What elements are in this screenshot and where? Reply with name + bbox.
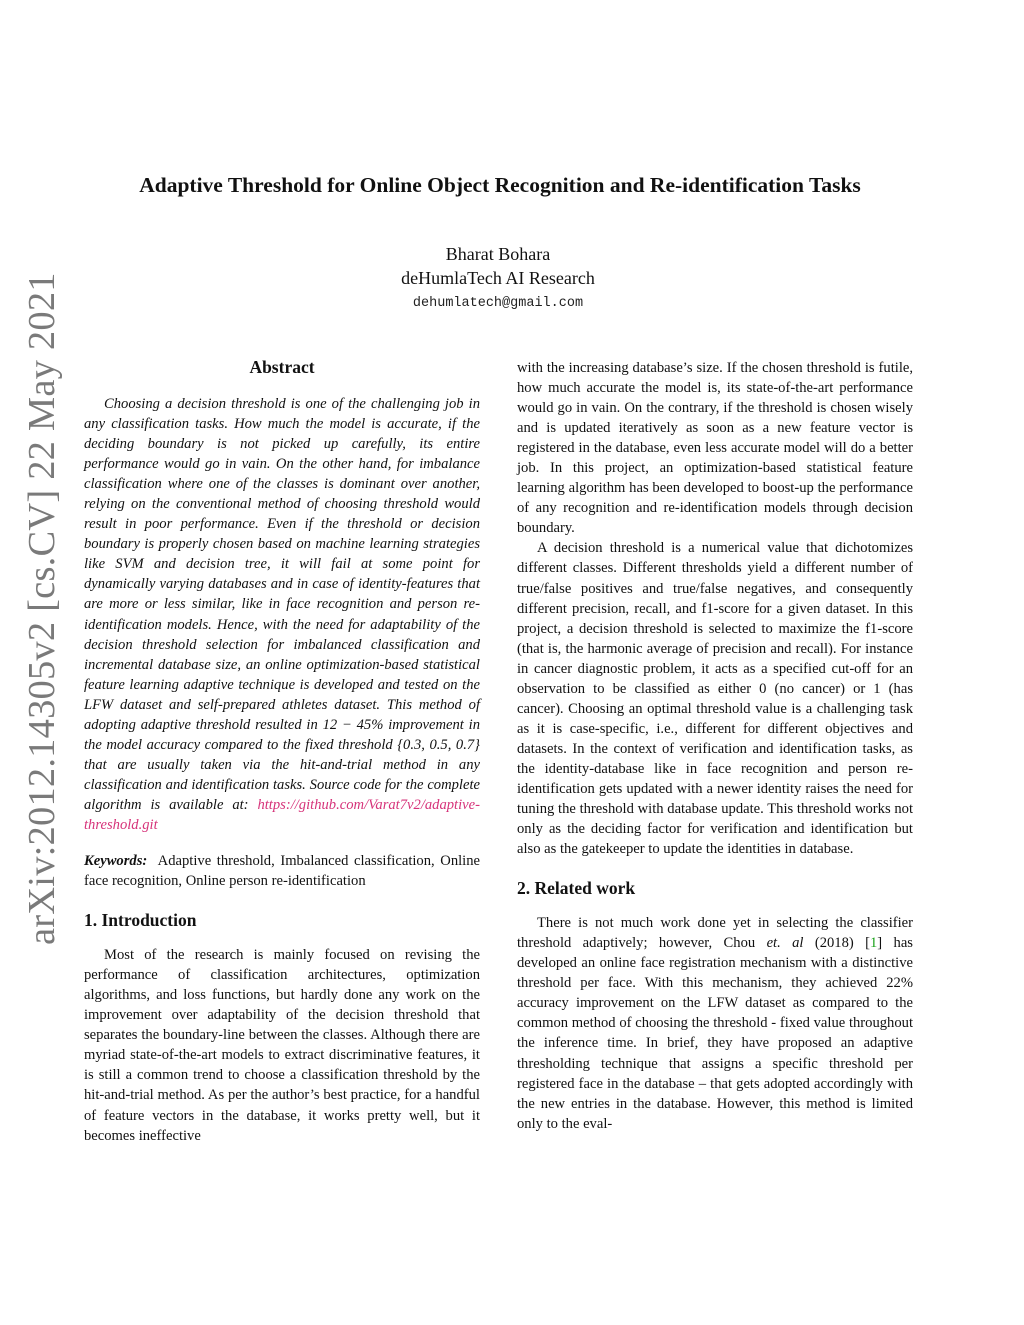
related-work-heading: 2. Related work [517, 878, 636, 899]
abstract-heading: Abstract [249, 357, 315, 377]
author-name: Bharat Bohara [445, 244, 551, 264]
introduction-paragraph-1-continued: with the increasing database’s size. If the chosen threshold is futile, how much accurate the model is, its state-of-the-art performance would go in vain. On the contrary, if the threshold is chosen wisely and is updated iteratively as soon as a new feature vector is registered in the database, even less accurate model will do a better job. In this project, an optimization-based statistical feature learning algorithm has been developed to boost-up the performance of any recognition and re-identification models through decision boundary. [517, 360, 913, 537]
author-block [0, 242, 996, 311]
citation-year: (2018) [ [814, 935, 870, 952]
citation-close: ] [877, 935, 883, 952]
introduction-paragraph-2: A decision threshold is a numerical value that dichotomizes different classes. Different thresholds yield a different number of true/false positives and true/false negatives, and consequently different precision, recall, and f1-score for a given dataset. In this project, a decision threshold is selected to maximize the f1-score (that is, the harmonic average of precision and recall). For instance in cancer diagnostic problem, it acts as a specified cut-off for an observation to be classified as either 0 (no cancer) or 1 (has cancer). Choosing an optimal threshold value is a challenging task as it is case-specific, i.e., different for different objectives and datasets. In the context of verification and identification tasks, as the identity-database like in face recognition and person re-identification gets updated with a newer identity raises the need for tuning the threshold with database update. This threshold works not only as the deciding factor for verification and identification but also as the gatekeeper to update the identities in database. [517, 540, 913, 858]
citation-link[interactable]: 1 [869, 935, 878, 952]
arxiv-identifier: arXiv:2012.14305v2 [cs.CV] 22 May 2021 [21, 272, 63, 945]
author-email: dehumlatech@gmail.com [412, 296, 584, 311]
keywords-label: Keywords: [84, 853, 148, 870]
left-column [84, 356, 480, 1146]
abstract-body [84, 394, 480, 835]
abstract-text: Choosing a decision threshold is one of the challenging job in any classification tasks. How much the model is accurate, if the deciding boundary is not picked up carefully, its entire performance would go in vain. On the other hand, for imbalance classification where one of the classes is dominant over another, relying on the conventional method of choosing threshold would result in poor performance. Even if the threshold or decision boundary is properly chosen based on machine learning strategies like SVM and decision tree, it will fail at some point for dynamically varying databases and in case of identity-features that are more or less similar, like in face recognition and person re-identification models. Hence, with the need for adaptability of the decision threshold selection for imbalanced classification and incremental database size, an online optimization-based statistical feature learning adaptive technique is developed and tested on the LFW dataset and self-prepared athletes dataset. This method of adopting adaptive threshold resulted in 12 − 45% improvement in the model accuracy compared to the fixed threshold {0.3, 0.5, 0.7} that are usually taken via the hit-and-trial method in any classification and identification tasks. Source code for the complete algorithm is available at: [84, 396, 480, 813]
author-affiliation: deHumlaTech AI Research [401, 268, 595, 288]
keywords-text: Adaptive threshold, Imbalanced classification, Online face recognition, Online person re-identification [84, 853, 480, 890]
introduction-paragraph-1: Most of the research is mainly focused on revising the performance of classification architectures, optimization algorithms, and loss functions, but hardly done any work on the improvement over adaptability of the decision threshold that separates the boundary-line between the classes. Although there are myriad state-of-the-art models to extract discriminative features, it is still a common trend to choose a classification threshold by the hit-and-trial method. As per the author’s best practice, for a handful of feature vectors in the database, it works pretty well, but it becomes ineffective [84, 947, 480, 1144]
keywords [84, 851, 480, 891]
et-al: et. al [766, 935, 804, 952]
related-work-text-rest: has developed an online face registration mechanism with a distinctive threshold per face. With this mechanism, they achieved 22% accuracy improvement on the LFW dataset as compared to the common method of choosing the threshold - fixed value throughout the inference time. In brief, they have proposed an adaptive thresholding technique that assigns a specific threshold per registered face in the database – that gets adopted accordingly with the new entries in the database. However, this method is limited only to the eval- [517, 935, 913, 1132]
source-code-link[interactable]: https://github.com/Varat7v2/adaptive-threshold.git [84, 796, 480, 833]
related-work-text-start: There is not much work done yet in selecting the classifier threshold adaptively; however, Chou [517, 915, 913, 952]
right-column [517, 358, 913, 1134]
paper-title: Adaptive Threshold for Online Object Recognition and Re-identification Tasks [139, 173, 861, 197]
related-work-paragraph [517, 913, 913, 1134]
introduction-heading: 1. Introduction [84, 910, 197, 931]
